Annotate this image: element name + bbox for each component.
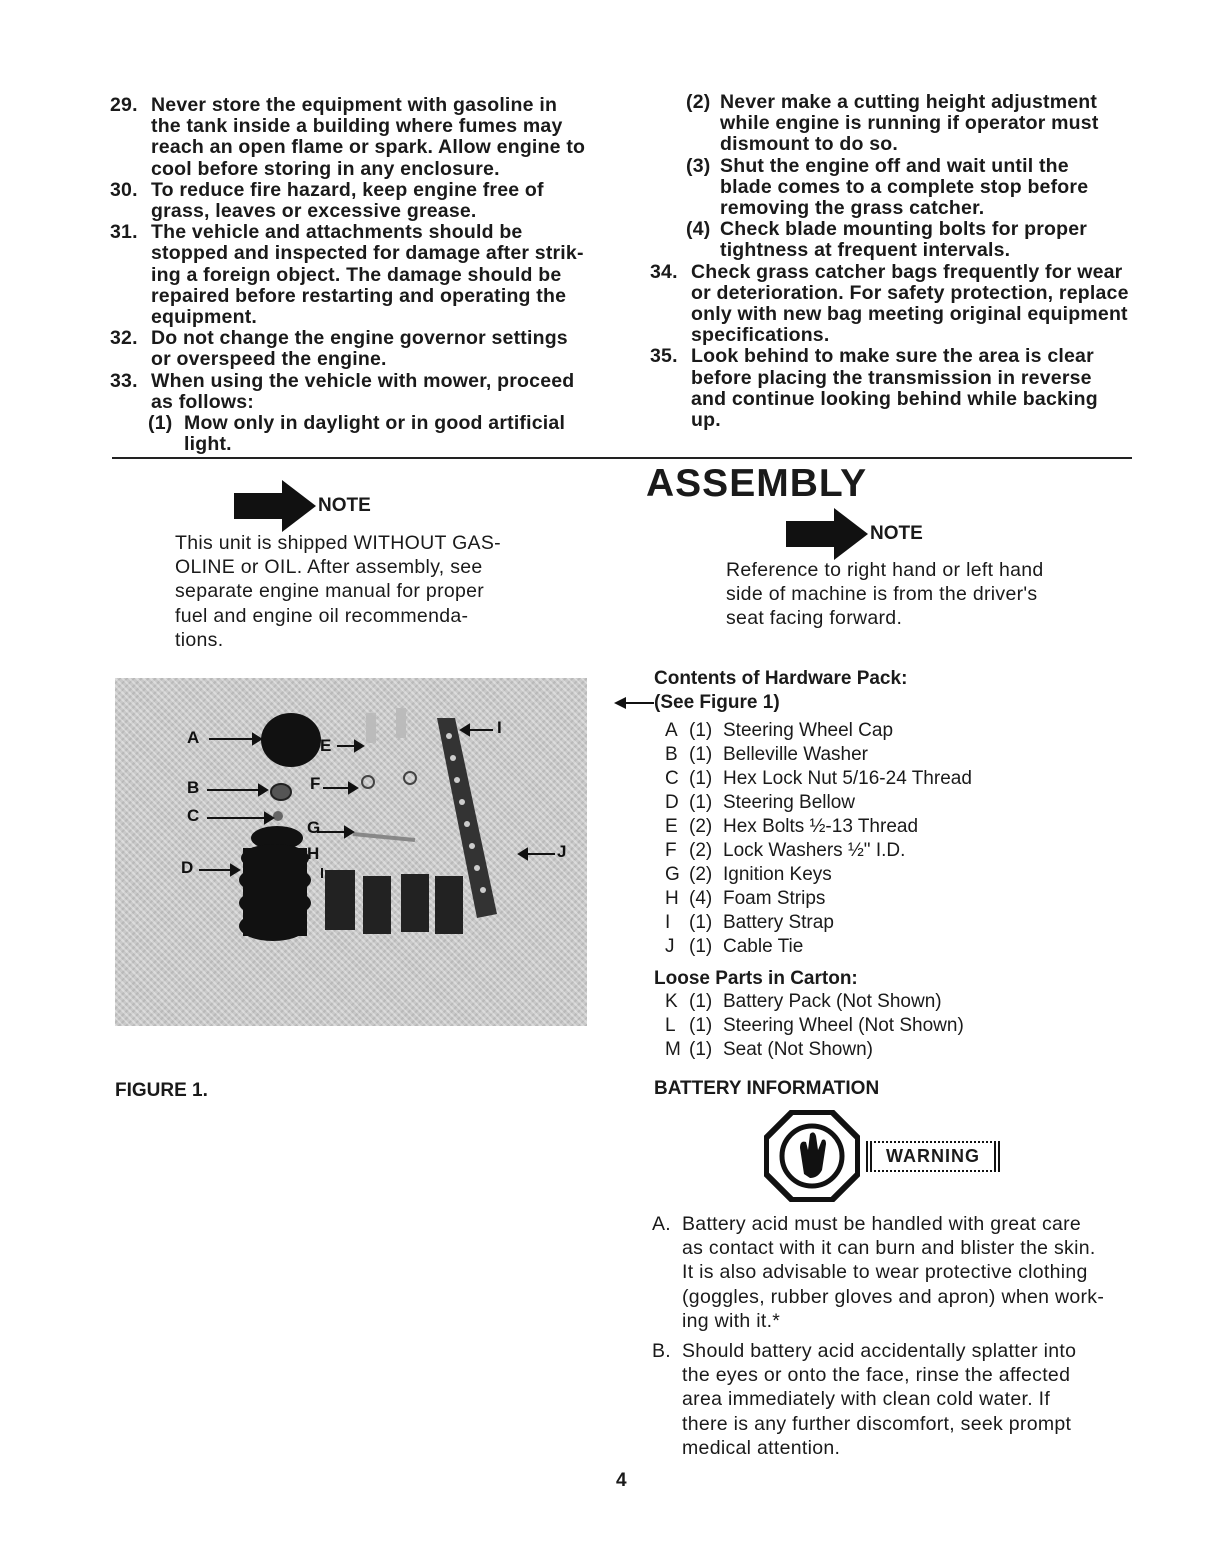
figure-label-b: B (187, 778, 200, 797)
item-line: Mow only in daylight or in good artificial (184, 412, 566, 435)
item-desc: Foam Strips (723, 888, 826, 909)
page-number: 4 (616, 1470, 627, 1491)
item-number: (2) (686, 91, 711, 113)
item-letter: F (665, 840, 677, 861)
safety-item (110, 222, 600, 328)
item-qty: (1) (689, 936, 713, 957)
figure-label-j: J (557, 842, 567, 861)
note-line: side of machine is from the driver's (726, 583, 1038, 606)
paragraph-letter: A. (652, 1213, 672, 1235)
item-desc: Seat (Not Shown) (723, 1039, 873, 1060)
item-qty: (1) (689, 1015, 713, 1036)
hardware-item (665, 815, 1085, 839)
hardware-item (665, 911, 1085, 935)
item-line: ing a foreign object. The damage should be (151, 263, 562, 286)
item-line: and continue looking behind while backing (691, 387, 1098, 410)
item-letter: L (665, 1015, 676, 1036)
loose-item (665, 990, 1085, 1014)
item-number: (3) (686, 154, 711, 177)
item-number: (1) (148, 412, 173, 435)
battery-paragraph (652, 1339, 1152, 1460)
hardware-subheading-row (614, 692, 780, 714)
loose-heading: Loose Parts in Carton: (654, 968, 858, 989)
item-desc: Ignition Keys (723, 864, 832, 885)
hardware-photo (115, 678, 587, 1026)
item-qty: (1) (689, 1039, 713, 1060)
arrow-right-icon (786, 508, 868, 560)
figure-label-h: H (307, 844, 320, 863)
arrow-right-icon (234, 480, 316, 532)
item-desc: Steering Wheel Cap (723, 720, 894, 741)
hardware-illustration (115, 678, 587, 1026)
item-line: To reduce fire hazard, keep engine free of (151, 178, 544, 201)
safety-subitem (110, 413, 600, 455)
item-number: 34. (650, 260, 678, 283)
item-line: while engine is running if operator must (720, 112, 1099, 135)
paragraph-line: Battery acid must be handled with great care (682, 1213, 1082, 1235)
item-letter: G (665, 864, 680, 885)
item-qty: (2) (689, 864, 713, 885)
item-qty: (1) (689, 912, 713, 933)
paragraph-line: ing with it.* (682, 1309, 781, 1332)
item-line: Look behind to make sure the area is clear (691, 345, 1094, 368)
figure-label-d: D (181, 858, 194, 877)
safety-item (110, 180, 600, 222)
item-number: 33. (110, 369, 138, 392)
item-line: reach an open flame or spark. Allow engine to (151, 136, 586, 159)
hardware-item (665, 863, 1085, 887)
safety-subitem (648, 219, 1140, 261)
loose-list (665, 990, 1085, 1062)
note-heading-text: NOTE (318, 495, 371, 516)
note-line: Reference to right hand or left hand (726, 559, 1044, 581)
item-line: or deterioration. For safety protection, replace (691, 281, 1129, 304)
item-letter: M (665, 1039, 681, 1060)
item-desc: Battery Pack (Not Shown) (723, 991, 942, 1012)
note-body-right (726, 558, 1106, 631)
item-line: before placing the transmission in reverse (691, 366, 1092, 389)
item-number: 32. (110, 327, 138, 350)
note-body-left (175, 531, 535, 652)
item-line: or overspeed the engine. (151, 348, 387, 371)
figure-label-e: E (320, 736, 332, 755)
item-line: Check grass catcher bags frequently for wear (691, 260, 1123, 283)
item-qty: (2) (689, 840, 713, 861)
item-desc: Hex Lock Nut 5/16-24 Thread (723, 768, 972, 789)
safety-subitem (648, 156, 1140, 220)
item-letter: A (665, 720, 678, 741)
section-divider (112, 457, 1132, 459)
item-desc: Steering Bellow (723, 792, 856, 813)
item-line: tightness at frequent intervals. (720, 239, 1011, 262)
item-line: up. (691, 409, 721, 432)
paragraph-line: Should battery acid accidentally splatter into (682, 1340, 1077, 1363)
item-letter: J (665, 936, 675, 957)
safety-list-right (650, 92, 1140, 431)
stop-hand-icon (764, 1110, 860, 1202)
note-heading-right (786, 508, 923, 560)
safety-subitem (648, 92, 1140, 156)
note-line: This unit is shipped WITHOUT GAS- (175, 532, 501, 554)
item-line: Check blade mounting bolts for proper (720, 218, 1088, 241)
item-line: as follows: (151, 390, 254, 413)
item-qty: (1) (689, 991, 713, 1012)
item-letter: K (665, 991, 678, 1012)
item-line: equipment. (151, 306, 258, 329)
warning-block (764, 1110, 1000, 1202)
item-line: specifications. (691, 324, 830, 347)
safety-item (650, 262, 1140, 347)
item-qty: (2) (689, 816, 713, 837)
item-line: Do not change the engine governor settings (151, 327, 568, 350)
figure-caption: FIGURE 1. (115, 1080, 208, 1101)
warning-label: WARNING (866, 1141, 1000, 1172)
item-line: Never store the equipment with gasoline in (151, 94, 558, 116)
item-line: light. (184, 433, 232, 456)
safety-item (110, 371, 600, 413)
item-desc: Belleville Washer (723, 744, 869, 765)
hardware-item (665, 767, 1085, 791)
note-line: tions. (175, 628, 224, 651)
figure-label-a: A (187, 728, 200, 747)
item-letter: D (665, 792, 679, 813)
item-letter: I (665, 912, 671, 933)
item-qty: (4) (689, 888, 713, 909)
paragraph-line: the eyes or onto the face, rinse the affected (682, 1364, 1071, 1387)
safety-list-left (110, 95, 600, 455)
item-line: grass, leaves or excessive grease. (151, 200, 477, 223)
paragraph-letter: B. (652, 1340, 672, 1363)
arrow-left-icon (614, 696, 654, 710)
item-qty: (1) (689, 744, 713, 765)
note-line: fuel and engine oil recommenda- (175, 604, 469, 627)
note-heading-text: NOTE (870, 523, 923, 544)
page-title: ASSEMBLY (646, 462, 868, 505)
item-line: repaired before restarting and operating the (151, 284, 567, 307)
note-line: separate engine manual for proper (175, 580, 485, 603)
paragraph-line: (goggles, rubber gloves and apron) when work- (682, 1285, 1105, 1308)
loose-item (665, 1014, 1085, 1038)
item-line: stopped and inspected for damage after strik- (151, 242, 584, 265)
paragraph-line: as contact with it can burn and blister the skin. (682, 1237, 1096, 1260)
item-line: removing the grass catcher. (720, 197, 985, 220)
item-number: 35. (650, 345, 678, 368)
item-line: blade comes to a complete stop before (720, 175, 1089, 198)
item-number: (4) (686, 218, 711, 241)
item-line: Shut the engine off and wait until the (720, 154, 1069, 177)
note-line: OLINE or OIL. After assembly, see (175, 556, 483, 579)
battery-paragraph (652, 1212, 1152, 1333)
hardware-item (665, 935, 1085, 959)
item-desc: Lock Washers ½" I.D. (723, 840, 906, 861)
safety-item (110, 95, 600, 180)
hardware-heading: Contents of Hardware Pack: (654, 668, 908, 689)
paragraph-line: medical attention. (682, 1436, 841, 1459)
item-desc: Hex Bolts ½-13 Thread (723, 816, 919, 837)
note-line: seat facing forward. (726, 607, 903, 630)
paragraph-line: It is also advisable to wear protective clothing (682, 1261, 1088, 1284)
item-line: dismount to do so. (720, 133, 898, 156)
figure-label-i: I (497, 718, 502, 737)
item-qty: (1) (689, 720, 713, 741)
hardware-item (665, 839, 1085, 863)
item-letter: E (665, 816, 678, 837)
item-line: cool before storing in any enclosure. (151, 157, 500, 180)
hardware-subheading: (See Figure 1) (654, 692, 780, 713)
item-desc: Battery Strap (723, 912, 834, 933)
hardware-item (665, 791, 1085, 815)
item-number: 30. (110, 178, 138, 201)
hardware-item (665, 743, 1085, 767)
item-letter: H (665, 888, 679, 909)
paragraph-line: there is any further discomfort, seek prompt (682, 1412, 1072, 1435)
loose-item (665, 1038, 1085, 1062)
hardware-item (665, 887, 1085, 911)
item-line: the tank inside a building where fumes may (151, 115, 563, 138)
figure-label-g: G (307, 818, 321, 837)
hardware-list (665, 719, 1085, 959)
hardware-item (665, 719, 1085, 743)
item-line: When using the vehicle with mower, proceed (151, 369, 575, 392)
item-line: The vehicle and attachments should be (151, 221, 523, 244)
item-desc: Cable Tie (723, 936, 804, 957)
item-line: only with new bag meeting original equipment (691, 303, 1128, 326)
item-letter: C (665, 768, 679, 789)
safety-item (110, 328, 600, 370)
note-heading-left (234, 480, 371, 532)
figure-label-f: F (310, 774, 321, 793)
safety-item (650, 346, 1140, 431)
item-number: 31. (110, 221, 138, 244)
battery-heading: BATTERY INFORMATION (654, 1078, 880, 1099)
item-qty: (1) (689, 792, 713, 813)
battery-paragraphs (652, 1212, 1152, 1462)
item-number: 29. (110, 94, 138, 116)
figure-label-c: C (187, 806, 200, 825)
item-line: Never make a cutting height adjustment (720, 91, 1098, 113)
paragraph-line: area immediately with clean cold water. If (682, 1388, 1051, 1411)
item-qty: (1) (689, 768, 713, 789)
item-desc: Steering Wheel (Not Shown) (723, 1015, 964, 1036)
item-letter: B (665, 744, 678, 765)
